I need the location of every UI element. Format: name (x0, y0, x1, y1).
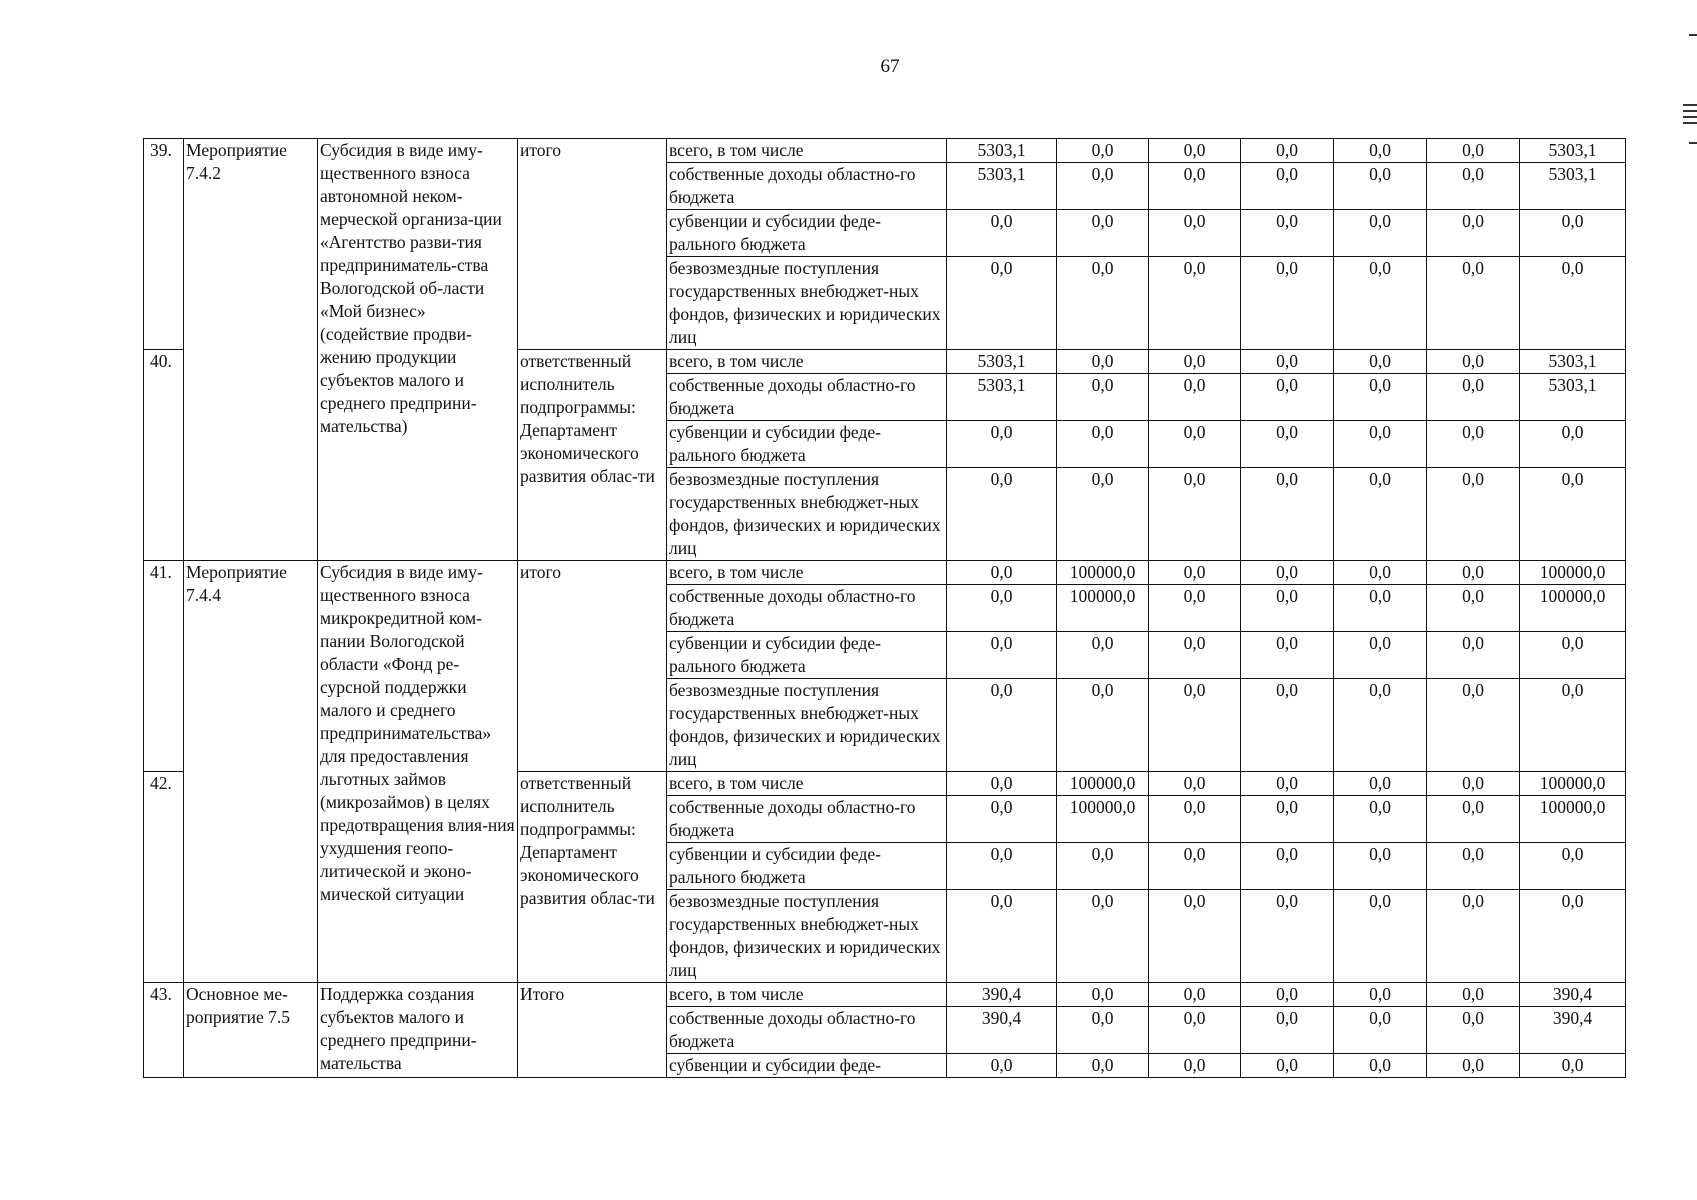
amount-cell: 0,0 (1149, 890, 1241, 983)
amount-cell: 0,0 (1334, 1054, 1427, 1078)
funding-source: безвозмездные поступления государственных внебюджет-ных фондов, физических и юридических лиц (667, 890, 947, 983)
amount-cell: 0,0 (1241, 139, 1334, 163)
amount-cell: 0,0 (1427, 983, 1520, 1007)
amount-cell: 0,0 (1241, 632, 1334, 679)
edge-mark (1683, 122, 1697, 124)
executor: Итого (518, 983, 667, 1078)
row-index: 39. (144, 139, 184, 350)
amount-cell: 100000,0 (1520, 772, 1626, 796)
amount-cell: 0,0 (1427, 796, 1520, 843)
amount-cell: 0,0 (1520, 257, 1626, 350)
table-row (144, 983, 1626, 1007)
amount-cell: 0,0 (1427, 1007, 1520, 1054)
amount-cell: 0,0 (1149, 421, 1241, 468)
row-index: 41. (144, 561, 184, 772)
amount-cell: 0,0 (1520, 890, 1626, 983)
amount-cell: 0,0 (1427, 585, 1520, 632)
amount-cell: 0,0 (1149, 679, 1241, 772)
amount-cell: 0,0 (1241, 561, 1334, 585)
amount-cell: 0,0 (1149, 983, 1241, 1007)
executor: итого (518, 139, 667, 350)
amount-cell: 0,0 (1241, 350, 1334, 374)
amount-cell: 0,0 (1520, 421, 1626, 468)
amount-cell: 0,0 (1334, 139, 1427, 163)
amount-cell: 0,0 (1334, 983, 1427, 1007)
amount-cell: 0,0 (1241, 468, 1334, 561)
amount-cell: 0,0 (1334, 843, 1427, 890)
funding-source: субвенции и субсидии феде-рального бюджета (667, 843, 947, 890)
amount-cell: 0,0 (1241, 374, 1334, 421)
amount-cell: 0,0 (1427, 1054, 1520, 1078)
amount-cell: 0,0 (1427, 632, 1520, 679)
amount-cell: 0,0 (1427, 772, 1520, 796)
amount-cell: 0,0 (1427, 139, 1520, 163)
amount-cell: 390,4 (1520, 1007, 1626, 1054)
amount-cell: 0,0 (1334, 421, 1427, 468)
amount-cell: 0,0 (1334, 585, 1427, 632)
amount-cell: 0,0 (947, 890, 1057, 983)
amount-cell: 0,0 (1427, 890, 1520, 983)
amount-cell: 0,0 (1149, 843, 1241, 890)
amount-cell: 0,0 (1427, 421, 1520, 468)
amount-cell: 0,0 (1427, 843, 1520, 890)
row-index: 42. (144, 772, 184, 983)
amount-cell: 5303,1 (947, 139, 1057, 163)
budget-table (143, 138, 1626, 1078)
amount-cell: 0,0 (1520, 679, 1626, 772)
amount-cell: 0,0 (947, 843, 1057, 890)
amount-cell: 0,0 (1334, 257, 1427, 350)
amount-cell: 0,0 (947, 632, 1057, 679)
amount-cell: 0,0 (1334, 632, 1427, 679)
amount-cell: 5303,1 (1520, 139, 1626, 163)
edge-mark (1683, 116, 1697, 118)
row-index: 40. (144, 350, 184, 561)
amount-cell: 0,0 (947, 1054, 1057, 1078)
funding-source: всего, в том числе (667, 139, 947, 163)
amount-cell: 100000,0 (1057, 585, 1149, 632)
amount-cell: 0,0 (1334, 210, 1427, 257)
amount-cell: 100000,0 (1057, 772, 1149, 796)
amount-cell: 0,0 (1057, 374, 1149, 421)
amount-cell: 0,0 (1149, 1054, 1241, 1078)
amount-cell: 0,0 (1334, 561, 1427, 585)
amount-cell: 0,0 (1334, 772, 1427, 796)
funding-source: всего, в том числе (667, 983, 947, 1007)
executor: итого (518, 561, 667, 772)
amount-cell: 0,0 (1334, 163, 1427, 210)
table-row (144, 139, 1626, 163)
amount-cell: 0,0 (1520, 632, 1626, 679)
edge-mark (1683, 110, 1697, 112)
amount-cell: 0,0 (1149, 1007, 1241, 1054)
amount-cell: 5303,1 (1520, 163, 1626, 210)
amount-cell: 0,0 (1241, 772, 1334, 796)
amount-cell: 0,0 (947, 561, 1057, 585)
amount-cell: 5303,1 (947, 350, 1057, 374)
amount-cell: 0,0 (1057, 983, 1149, 1007)
funding-source: собственные доходы областно-го бюджета (667, 163, 947, 210)
amount-cell: 0,0 (1241, 1007, 1334, 1054)
amount-cell: 0,0 (1057, 1054, 1149, 1078)
amount-cell: 0,0 (1149, 468, 1241, 561)
amount-cell: 0,0 (947, 421, 1057, 468)
row-index: 43. (144, 983, 184, 1078)
amount-cell: 100000,0 (1520, 585, 1626, 632)
amount-cell: 0,0 (1057, 632, 1149, 679)
amount-cell: 390,4 (1520, 983, 1626, 1007)
amount-cell: 0,0 (947, 468, 1057, 561)
executor: ответственный исполнитель подпрограммы: Департамент экономического развития облас-ти (518, 350, 667, 561)
amount-cell: 0,0 (1427, 679, 1520, 772)
amount-cell: 0,0 (1149, 772, 1241, 796)
amount-cell: 0,0 (1149, 561, 1241, 585)
event-description: Субсидия в виде иму-щественного взноса автономной неком-мерческой организа-ции «Агентство разви-тия предприниматель-ства Вологодской об-ласти «Мой бизнес» (содействие продви-жению продукции субъектов малого и среднего предприни-мательства) (318, 139, 518, 561)
amount-cell: 0,0 (1057, 163, 1149, 210)
amount-cell: 0,0 (1057, 890, 1149, 983)
page-number: 67 (880, 56, 900, 77)
amount-cell: 0,0 (1149, 210, 1241, 257)
amount-cell: 5303,1 (1520, 374, 1626, 421)
amount-cell: 100000,0 (1520, 796, 1626, 843)
amount-cell: 0,0 (1241, 983, 1334, 1007)
edge-mark (1683, 104, 1697, 106)
amount-cell: 0,0 (1057, 843, 1149, 890)
amount-cell: 0,0 (947, 679, 1057, 772)
amount-cell: 0,0 (1241, 890, 1334, 983)
amount-cell: 0,0 (1334, 796, 1427, 843)
amount-cell: 0,0 (1427, 163, 1520, 210)
funding-source: всего, в том числе (667, 350, 947, 374)
amount-cell: 0,0 (1149, 163, 1241, 210)
amount-cell: 0,0 (1427, 468, 1520, 561)
amount-cell: 0,0 (1334, 374, 1427, 421)
amount-cell: 0,0 (947, 772, 1057, 796)
amount-cell: 0,0 (1149, 139, 1241, 163)
amount-cell: 0,0 (1057, 468, 1149, 561)
amount-cell: 0,0 (1334, 890, 1427, 983)
funding-source: собственные доходы областно-го бюджета (667, 374, 947, 421)
amount-cell: 5303,1 (1520, 350, 1626, 374)
event-name: Мероприятие 7.4.2 (184, 139, 318, 561)
amount-cell: 0,0 (1149, 350, 1241, 374)
amount-cell: 0,0 (1520, 843, 1626, 890)
amount-cell: 390,4 (947, 1007, 1057, 1054)
amount-cell: 0,0 (1520, 210, 1626, 257)
amount-cell: 0,0 (1241, 1054, 1334, 1078)
edge-mark (1689, 142, 1697, 144)
amount-cell: 0,0 (1520, 1054, 1626, 1078)
amount-cell: 0,0 (1241, 163, 1334, 210)
amount-cell: 0,0 (1241, 679, 1334, 772)
amount-cell: 0,0 (1241, 421, 1334, 468)
amount-cell: 0,0 (1427, 210, 1520, 257)
amount-cell: 0,0 (947, 210, 1057, 257)
amount-cell: 5303,1 (947, 163, 1057, 210)
amount-cell: 0,0 (1149, 796, 1241, 843)
table-row (144, 561, 1626, 585)
amount-cell: 0,0 (1149, 257, 1241, 350)
amount-cell: 0,0 (1334, 679, 1427, 772)
amount-cell: 0,0 (1057, 1007, 1149, 1054)
amount-cell: 390,4 (947, 983, 1057, 1007)
funding-source: субвенции и субсидии феде-рального бюджета (667, 210, 947, 257)
amount-cell: 0,0 (1334, 468, 1427, 561)
funding-source: всего, в том числе (667, 561, 947, 585)
amount-cell: 0,0 (1057, 421, 1149, 468)
amount-cell: 0,0 (1520, 468, 1626, 561)
edge-mark (1689, 34, 1697, 36)
executor: ответственный исполнитель подпрограммы: Департамент экономического развития облас-ти (518, 772, 667, 983)
amount-cell: 0,0 (947, 257, 1057, 350)
event-description: Субсидия в виде иму-щественного взноса микрокредитной ком-пании Вологодской области «Фонд ре-сурсной поддержки малого и среднего предпринимательства» для предоставления льготных займов (микрозаймов) в целях предотвращения влия-ния ухудшения геопо-литической и эконо-мической ситуации (318, 561, 518, 983)
amount-cell: 0,0 (1057, 257, 1149, 350)
amount-cell: 0,0 (1334, 1007, 1427, 1054)
amount-cell: 0,0 (1057, 139, 1149, 163)
funding-source: собственные доходы областно-го бюджета (667, 1007, 947, 1054)
amount-cell: 0,0 (1427, 561, 1520, 585)
event-description: Поддержка создания субъектов малого и среднего предприни-мательства (318, 983, 518, 1078)
amount-cell: 0,0 (1241, 843, 1334, 890)
amount-cell: 0,0 (1427, 257, 1520, 350)
amount-cell: 0,0 (1149, 632, 1241, 679)
amount-cell: 0,0 (1334, 350, 1427, 374)
amount-cell: 5303,1 (947, 374, 1057, 421)
amount-cell: 100000,0 (1520, 561, 1626, 585)
funding-source: всего, в том числе (667, 772, 947, 796)
event-name: Основное ме-роприятие 7.5 (184, 983, 318, 1078)
funding-source: субвенции и субсидии феде-рального бюджета (667, 632, 947, 679)
amount-cell: 100000,0 (1057, 796, 1149, 843)
funding-source: безвозмездные поступления государственных внебюджет-ных фондов, физических и юридических лиц (667, 468, 947, 561)
amount-cell: 0,0 (1149, 585, 1241, 632)
amount-cell: 0,0 (1241, 585, 1334, 632)
amount-cell: 0,0 (1149, 374, 1241, 421)
amount-cell: 0,0 (1427, 374, 1520, 421)
funding-source: безвозмездные поступления государственных внебюджет-ных фондов, физических и юридических лиц (667, 679, 947, 772)
amount-cell: 0,0 (1241, 257, 1334, 350)
amount-cell: 0,0 (1241, 210, 1334, 257)
event-name: Мероприятие 7.4.4 (184, 561, 318, 983)
amount-cell: 0,0 (1057, 350, 1149, 374)
amount-cell: 0,0 (947, 585, 1057, 632)
amount-cell: 0,0 (1057, 210, 1149, 257)
amount-cell: 0,0 (1057, 679, 1149, 772)
funding-source: собственные доходы областно-го бюджета (667, 585, 947, 632)
funding-source: безвозмездные поступления государственных внебюджет-ных фондов, физических и юридических лиц (667, 257, 947, 350)
amount-cell: 100000,0 (1057, 561, 1149, 585)
funding-source: субвенции и субсидии феде-рального бюджета (667, 421, 947, 468)
amount-cell: 0,0 (947, 796, 1057, 843)
amount-cell: 0,0 (1427, 350, 1520, 374)
funding-source: субвенции и субсидии феде- (667, 1054, 947, 1078)
amount-cell: 0,0 (1241, 796, 1334, 843)
funding-source: собственные доходы областно-го бюджета (667, 796, 947, 843)
